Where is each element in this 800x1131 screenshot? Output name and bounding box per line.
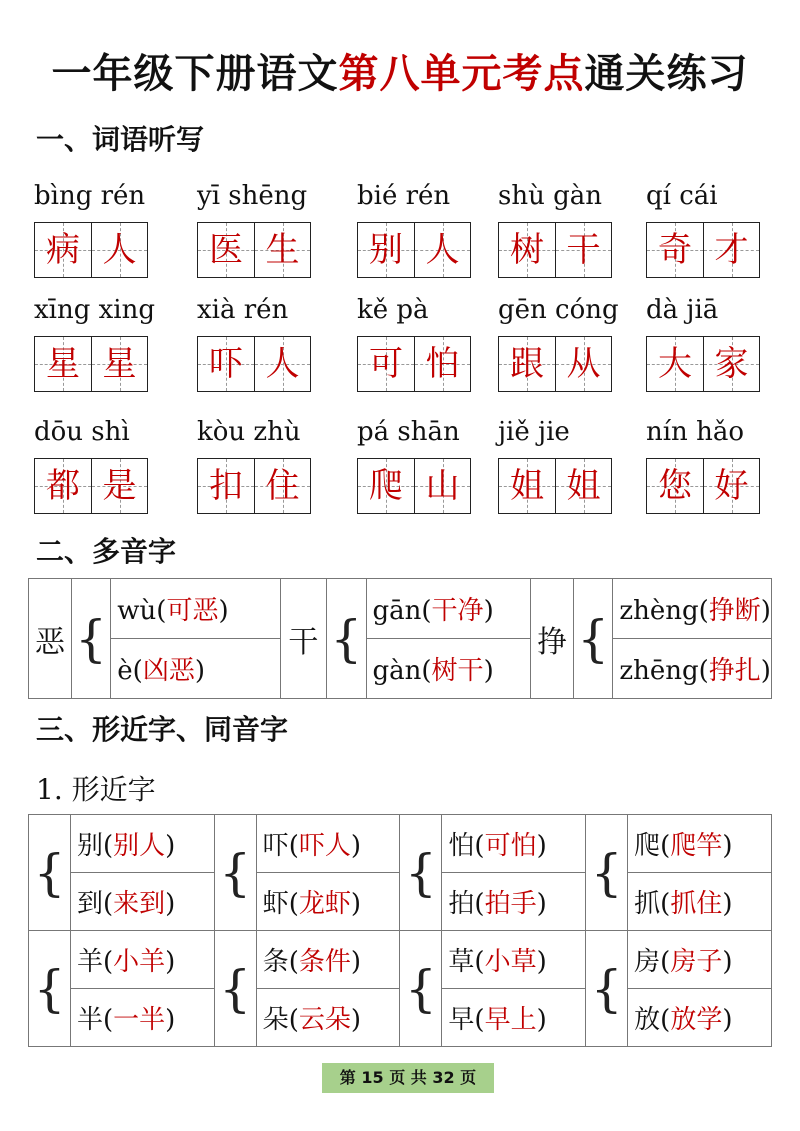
- dictation-word: [357, 412, 507, 506]
- brace-icon: {: [327, 579, 366, 699]
- reading-pinyin: zhēng: [619, 656, 699, 686]
- tianzige-grid: [498, 222, 612, 278]
- polyphone-char: 恶: [29, 579, 72, 699]
- tianzige-cell: [254, 337, 310, 391]
- brace-icon: {: [400, 815, 442, 931]
- answer-char: 医: [209, 230, 243, 270]
- section-heading-polyphones: 二、多音字: [36, 535, 177, 568]
- section-heading-dictation: 一、词语听写: [36, 123, 205, 156]
- similar-word: 可怕: [484, 831, 537, 861]
- brace-icon: {: [214, 815, 256, 931]
- answer-char: 人: [102, 230, 137, 270]
- pinyin-label: dà jiā: [646, 295, 719, 325]
- brace-icon: {: [400, 931, 442, 1047]
- title-part-2: 第八单元考点: [338, 51, 585, 97]
- answer-char: 是: [102, 466, 137, 506]
- tianzige-grid: [646, 336, 760, 392]
- answer-char: 树: [510, 230, 544, 270]
- dictation-word: [357, 290, 507, 384]
- similar-char: 羊: [76, 947, 103, 977]
- tianzige-cell: [414, 223, 470, 277]
- answer-char: 星: [46, 344, 80, 384]
- dictation-word: [34, 176, 184, 270]
- tianzige-cell: [358, 223, 414, 277]
- title-part-1: 一年级下册语文: [51, 51, 339, 97]
- similar-word: 别人: [113, 831, 166, 861]
- reading-entry: zhēng(挣扎): [613, 639, 772, 699]
- tianzige-cell: [555, 459, 611, 513]
- similar-char: 半: [76, 1005, 103, 1035]
- polyphone-table: [28, 578, 772, 699]
- pinyin-label: bié rén: [357, 181, 451, 211]
- similar-entry: 条(条件): [256, 931, 400, 989]
- brace-icon: {: [586, 931, 628, 1047]
- similar-entry: 怕(可怕): [442, 815, 586, 873]
- similar-word: 来到: [113, 889, 166, 919]
- dictation-word: [34, 412, 184, 506]
- reading-pinyin: wù: [117, 596, 157, 626]
- answer-char: 干: [566, 230, 601, 270]
- dictation-word: [357, 176, 507, 270]
- reading-entry: zhèng(挣断): [613, 579, 772, 639]
- answer-char: 住: [265, 466, 300, 506]
- similar-row: [29, 931, 772, 989]
- brace-icon: {: [29, 815, 71, 931]
- similar-char: 爬: [634, 831, 661, 861]
- tianzige-cell: [358, 459, 414, 513]
- answer-char: 姐: [510, 466, 544, 506]
- similar-char: 房: [634, 947, 661, 977]
- similar-char: 虾: [262, 889, 289, 919]
- similar-char: 别: [76, 831, 103, 861]
- similar-word: 房子: [670, 947, 723, 977]
- tianzige-cell: [555, 337, 611, 391]
- pinyin-label: qí cái: [646, 181, 718, 211]
- reading-pinyin: gān: [372, 596, 422, 626]
- answer-char: 别: [369, 230, 403, 270]
- similar-entry: 早(早上): [442, 989, 586, 1047]
- similar-char: 拍: [448, 889, 475, 919]
- tianzige-cell: [647, 459, 703, 513]
- tianzige-cell: [703, 337, 759, 391]
- reading-word: 挣断: [708, 596, 761, 626]
- answer-char: 星: [102, 344, 137, 384]
- similar-word: 小羊: [113, 947, 166, 977]
- tianzige-cell: [198, 337, 254, 391]
- tianzige-cell: [358, 337, 414, 391]
- dictation-word: [498, 176, 648, 270]
- dictation-word: [646, 290, 796, 384]
- similar-char: 条: [262, 947, 289, 977]
- reading-entry: wù(可恶): [111, 579, 280, 639]
- similar-char: 怕: [448, 831, 475, 861]
- tianzige-cell: [91, 337, 147, 391]
- similar-word: 放学: [670, 1005, 723, 1035]
- similar-entry: 草(小草): [442, 931, 586, 989]
- answer-char: 人: [425, 230, 460, 270]
- dictation-word: [197, 176, 347, 270]
- similar-word: 龙虾: [298, 889, 351, 919]
- brace-icon: {: [29, 931, 71, 1047]
- tianzige-cell: [91, 459, 147, 513]
- similar-row: [29, 815, 772, 873]
- similar-entry: 半(一半): [70, 989, 214, 1047]
- tianzige-cell: [35, 223, 91, 277]
- tianzige-grid: [357, 458, 471, 514]
- dictation-word: [197, 290, 347, 384]
- pinyin-label: dōu shì: [34, 417, 130, 447]
- answer-char: 山: [425, 466, 460, 506]
- tianzige-grid: [646, 222, 760, 278]
- pinyin-label: xià rén: [197, 295, 289, 325]
- pinyin-label: pá shān: [357, 417, 460, 447]
- similar-entry: 朵(云朵): [256, 989, 400, 1047]
- answer-char: 姐: [566, 466, 601, 506]
- similar-char: 早: [448, 1005, 475, 1035]
- similar-char: 草: [448, 947, 475, 977]
- tianzige-cell: [647, 337, 703, 391]
- tianzige-grid: [197, 222, 311, 278]
- reading-word: 凶恶: [142, 656, 195, 686]
- answer-char: 奇: [658, 230, 692, 270]
- similar-char: 吓: [262, 831, 289, 861]
- brace-icon: {: [586, 815, 628, 931]
- similar-entry: 到(来到): [70, 873, 214, 931]
- similar-entry: 羊(小羊): [70, 931, 214, 989]
- pinyin-label: bìng rén: [34, 181, 146, 211]
- answer-char: 才: [714, 230, 749, 270]
- tianzige-cell: [35, 459, 91, 513]
- pinyin-label: yī shēng: [197, 181, 308, 211]
- tianzige-cell: [499, 223, 555, 277]
- polyphone-char: 挣: [531, 579, 574, 699]
- pinyin-label: xīng xing: [34, 295, 155, 325]
- page-title: [0, 42, 800, 99]
- tianzige-grid: [34, 458, 148, 514]
- reading-entry: gàn(树干): [366, 639, 531, 699]
- polyphone-row: [29, 639, 772, 699]
- similar-entry: 别(别人): [70, 815, 214, 873]
- similar-entry: 拍(拍手): [442, 873, 586, 931]
- dictation-word: [498, 290, 648, 384]
- pinyin-label: nín hǎo: [646, 417, 744, 447]
- tianzige-cell: [198, 223, 254, 277]
- pinyin-label: gēn cóng: [498, 295, 619, 325]
- reading-entry: è(凶恶): [111, 639, 280, 699]
- answer-char: 怕: [425, 344, 460, 384]
- reading-word: 可恶: [166, 596, 219, 626]
- polyphone-char: 干: [280, 579, 327, 699]
- answer-char: 生: [265, 230, 300, 270]
- dictation-word: [646, 176, 796, 270]
- tianzige-cell: [647, 223, 703, 277]
- similar-word: 抓住: [670, 889, 723, 919]
- subsection-similar-chars: 1. 形近字: [36, 773, 156, 806]
- polyphone-row: [29, 579, 772, 639]
- tianzige-cell: [91, 223, 147, 277]
- title-part-3: 通关练习: [584, 51, 749, 97]
- answer-char: 爬: [369, 466, 403, 506]
- brace-icon: {: [574, 579, 613, 699]
- reading-pinyin: gàn: [372, 656, 422, 686]
- answer-char: 您: [658, 466, 692, 506]
- tianzige-grid: [357, 336, 471, 392]
- pinyin-label: shù gàn: [498, 181, 602, 211]
- dictation-word: [646, 412, 796, 506]
- similar-word: 爬竿: [670, 831, 723, 861]
- tianzige-cell: [198, 459, 254, 513]
- answer-char: 扣: [209, 466, 243, 506]
- similar-word: 吓人: [298, 831, 351, 861]
- similar-entry: 抓(抓住): [628, 873, 772, 931]
- similar-char: 放: [634, 1005, 661, 1035]
- reading-word: 树干: [431, 656, 484, 686]
- tianzige-grid: [197, 336, 311, 392]
- brace-icon: {: [214, 931, 256, 1047]
- tianzige-cell: [254, 459, 310, 513]
- tianzige-grid: [357, 222, 471, 278]
- similar-word: 一半: [113, 1005, 166, 1035]
- tianzige-grid: [34, 336, 148, 392]
- answer-char: 人: [265, 344, 300, 384]
- dictation-word: [34, 290, 184, 384]
- tianzige-cell: [555, 223, 611, 277]
- tianzige-cell: [499, 337, 555, 391]
- reading-pinyin: zhèng: [619, 596, 699, 626]
- tianzige-grid: [646, 458, 760, 514]
- answer-char: 大: [658, 344, 692, 384]
- reading-entry: gān(干净): [366, 579, 531, 639]
- answer-char: 都: [46, 466, 80, 506]
- similar-word: 小草: [484, 947, 537, 977]
- answer-char: 病: [46, 230, 80, 270]
- dictation-word: [498, 412, 648, 506]
- brace-icon: {: [71, 579, 110, 699]
- similar-entry: 放(放学): [628, 989, 772, 1047]
- similar-entry: 吓(吓人): [256, 815, 400, 873]
- similar-entry: 虾(龙虾): [256, 873, 400, 931]
- similar-entry: 爬(爬竿): [628, 815, 772, 873]
- tianzige-cell: [254, 223, 310, 277]
- similar-char: 到: [76, 889, 103, 919]
- tianzige-grid: [498, 458, 612, 514]
- similar-char: 朵: [262, 1005, 289, 1035]
- pinyin-label: kě pà: [357, 295, 429, 325]
- tianzige-cell: [499, 459, 555, 513]
- similar-word: 条件: [298, 947, 351, 977]
- tianzige-cell: [703, 223, 759, 277]
- answer-char: 跟: [510, 344, 544, 384]
- tianzige-cell: [703, 459, 759, 513]
- similar-entry: 房(房子): [628, 931, 772, 989]
- pinyin-label: jiě jie: [498, 417, 570, 447]
- answer-char: 家: [714, 344, 749, 384]
- dictation-word: [197, 412, 347, 506]
- answer-char: 吓: [209, 344, 243, 384]
- tianzige-grid: [197, 458, 311, 514]
- tianzige-cell: [35, 337, 91, 391]
- section-heading-similar: 三、形近字、同音字: [36, 713, 289, 746]
- reading-word: 干净: [431, 596, 484, 626]
- tianzige-grid: [498, 336, 612, 392]
- tianzige-cell: [414, 459, 470, 513]
- reading-word: 挣扎: [708, 656, 761, 686]
- similar-word: 早上: [484, 1005, 537, 1035]
- similar-word: 云朵: [298, 1005, 351, 1035]
- similar-char: 抓: [634, 889, 661, 919]
- tianzige-grid: [34, 222, 148, 278]
- tianzige-cell: [414, 337, 470, 391]
- page-number-footer: 第 15 页 共 32 页: [322, 1063, 494, 1093]
- answer-char: 从: [566, 344, 601, 384]
- reading-pinyin: è: [117, 656, 133, 686]
- similar-word: 拍手: [484, 889, 537, 919]
- answer-char: 好: [714, 466, 749, 506]
- answer-char: 可: [369, 344, 403, 384]
- similar-chars-table: [28, 814, 772, 1047]
- pinyin-label: kòu zhù: [197, 417, 301, 447]
